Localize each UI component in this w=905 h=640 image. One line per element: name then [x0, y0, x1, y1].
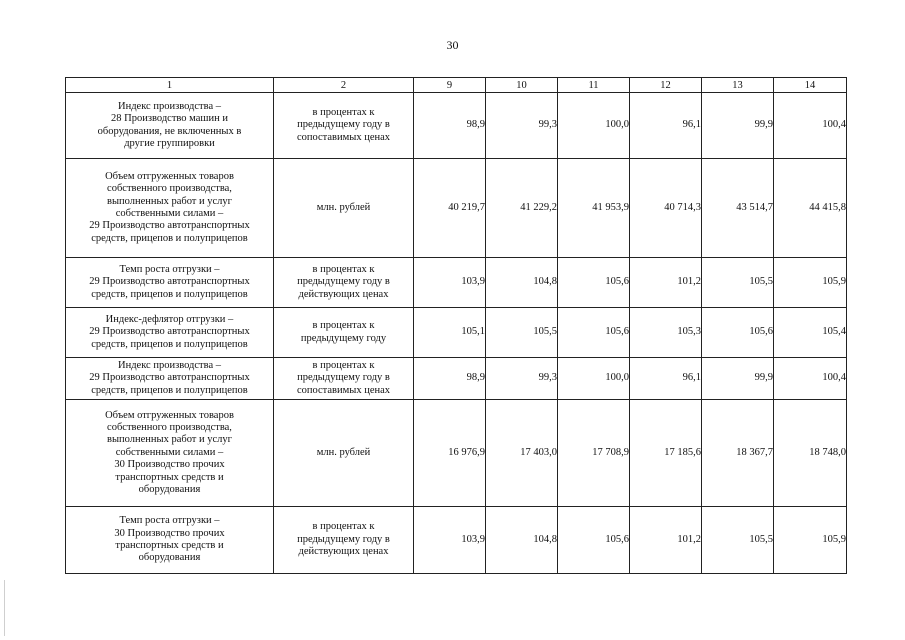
- indicator-line: Индекс производства –: [118, 359, 221, 371]
- indicator-cell: [66, 258, 274, 308]
- value-cell: 16 976,9: [414, 400, 486, 507]
- value-cell: 105,9: [774, 507, 847, 574]
- value-cell: 105,9: [774, 258, 847, 308]
- indicator-line: Темп роста отгрузки –: [119, 263, 220, 275]
- indicator-line: Индекс-дефлятор отгрузки –: [105, 313, 234, 325]
- indicator-line: 30 Производство прочих: [114, 459, 225, 471]
- value-cell: 17 708,9: [558, 400, 630, 507]
- value-cell: 41 953,9: [558, 159, 630, 258]
- value-cell: 103,9: [414, 507, 486, 574]
- value-cell: 105,5: [702, 258, 774, 308]
- column-header: 10: [486, 78, 558, 93]
- indicator-line: средств, прицепов и полуприцепов: [91, 338, 248, 350]
- value-cell: 99,9: [702, 358, 774, 400]
- table-header-row: [66, 78, 847, 93]
- value-cell: 18 367,7: [702, 400, 774, 507]
- value-cell: 100,4: [774, 93, 847, 159]
- unit-line: млн. рублей: [316, 201, 371, 213]
- indicator-line: 29 Производство автотранспортных: [89, 276, 250, 288]
- unit-line: в процентах к: [312, 106, 375, 118]
- value-cell: 105,6: [702, 308, 774, 358]
- value-cell: 43 514,7: [702, 159, 774, 258]
- unit-cell: [274, 358, 414, 400]
- unit-line: сопоставимых ценах: [296, 384, 391, 396]
- indicator-line: собственными силами –: [115, 446, 224, 458]
- indicator-line: Объем отгруженных товаров: [105, 409, 234, 421]
- value-cell: 40 219,7: [414, 159, 486, 258]
- indicator-line: другие группировки: [124, 137, 215, 149]
- table-row: [66, 258, 847, 308]
- value-cell: 18 748,0: [774, 400, 847, 507]
- unit-line: млн. рублей: [316, 446, 371, 458]
- indicator-cell: [66, 358, 274, 400]
- value-cell: 105,1: [414, 308, 486, 358]
- unit-cell: [274, 159, 414, 258]
- unit-line: в процентах к: [312, 320, 375, 332]
- indicator-line: оборудования, не включенных в: [97, 125, 242, 137]
- table-row: [66, 507, 847, 574]
- column-header: 12: [630, 78, 702, 93]
- indicator-line: транспортных средств и: [115, 471, 224, 483]
- scan-margin-mark: [4, 580, 5, 636]
- data-table: [65, 77, 847, 574]
- indicator-line: 29 Производство автотранспортных: [89, 220, 250, 232]
- indicator-line: собственными силами –: [115, 208, 224, 219]
- unit-line: в процентах к: [312, 263, 375, 275]
- unit-line: предыдущему году в: [297, 276, 390, 288]
- value-cell: 41 229,2: [486, 159, 558, 258]
- page-number: 30: [446, 38, 459, 52]
- value-cell: 17 403,0: [486, 400, 558, 507]
- unit-line: действующих ценах: [298, 288, 389, 300]
- indicator-line: средств, прицепов и полуприцепов: [91, 232, 248, 244]
- value-cell: 99,3: [486, 93, 558, 159]
- indicator-line: средств, прицепов и полуприцепов: [91, 384, 248, 396]
- indicator-line: Темп роста отгрузки –: [119, 515, 220, 527]
- unit-cell: [274, 308, 414, 358]
- table-row: [66, 308, 847, 358]
- column-header: 9: [414, 78, 486, 93]
- unit-line: сопоставимых ценах: [296, 131, 391, 143]
- indicator-line: собственного производства,: [107, 183, 232, 195]
- value-cell: 105,6: [558, 308, 630, 358]
- unit-line: предыдущему году: [300, 332, 387, 344]
- unit-cell: [274, 400, 414, 507]
- value-cell: 101,2: [630, 258, 702, 308]
- value-cell: 40 714,3: [630, 159, 702, 258]
- indicator-cell: [66, 159, 274, 258]
- indicator-line: выполненных работ и услуг: [107, 434, 232, 446]
- value-cell: 17 185,6: [630, 400, 702, 507]
- indicator-line: оборудования: [138, 552, 201, 564]
- value-cell: 100,0: [558, 358, 630, 400]
- table-row: [66, 400, 847, 507]
- unit-line: в процентах к: [312, 521, 375, 533]
- indicator-line: 28 Производство машин и: [111, 113, 228, 125]
- column-header: 14: [774, 78, 847, 93]
- value-cell: 105,5: [486, 308, 558, 358]
- value-cell: 105,3: [630, 308, 702, 358]
- value-cell: 98,9: [414, 358, 486, 400]
- value-cell: 105,4: [774, 308, 847, 358]
- value-cell: 100,4: [774, 358, 847, 400]
- indicator-line: транспортных средств и: [115, 540, 224, 551]
- value-cell: 105,6: [558, 258, 630, 308]
- value-cell: 105,5: [702, 507, 774, 574]
- indicator-line: средств, прицепов и полуприцепов: [91, 288, 248, 300]
- unit-line: предыдущему году в: [297, 372, 390, 384]
- column-header: 1: [66, 78, 274, 93]
- value-cell: 96,1: [630, 93, 702, 159]
- value-cell: 98,9: [414, 93, 486, 159]
- indicator-line: 29 Производство автотранспортных: [89, 326, 250, 338]
- indicator-cell: [66, 308, 274, 358]
- indicator-line: Объем отгруженных товаров: [105, 170, 234, 182]
- indicator-line: Индекс производства –: [118, 100, 221, 112]
- column-header: 11: [558, 78, 630, 93]
- table-row: [66, 358, 847, 400]
- value-cell: 104,8: [486, 258, 558, 308]
- indicator-line: собственного производства,: [107, 421, 232, 433]
- value-cell: 96,1: [630, 358, 702, 400]
- table-row: [66, 93, 847, 159]
- table-row: [66, 159, 847, 258]
- value-cell: 99,3: [486, 358, 558, 400]
- value-cell: 100,0: [558, 93, 630, 159]
- indicator-cell: [66, 400, 274, 507]
- unit-line: действующих ценах: [298, 546, 389, 558]
- value-cell: 99,9: [702, 93, 774, 159]
- unit-cell: [274, 258, 414, 308]
- indicator-line: 29 Производство автотранспортных: [89, 372, 250, 384]
- unit-cell: [274, 507, 414, 574]
- indicator-line: оборудования: [138, 484, 201, 496]
- unit-line: предыдущему году в: [297, 533, 390, 545]
- unit-line: в процентах к: [312, 359, 375, 371]
- value-cell: 104,8: [486, 507, 558, 574]
- unit-cell: [274, 93, 414, 159]
- column-header: 2: [274, 78, 414, 93]
- column-header: 13: [702, 78, 774, 93]
- value-cell: 44 415,8: [774, 159, 847, 258]
- unit-line: предыдущему году в: [297, 119, 390, 131]
- indicator-cell: [66, 93, 274, 159]
- indicator-line: 30 Производство прочих: [114, 527, 225, 539]
- indicator-line: выполненных работ и услуг: [107, 195, 232, 207]
- indicator-cell: [66, 507, 274, 574]
- value-cell: 101,2: [630, 507, 702, 574]
- value-cell: 105,6: [558, 507, 630, 574]
- value-cell: 103,9: [414, 258, 486, 308]
